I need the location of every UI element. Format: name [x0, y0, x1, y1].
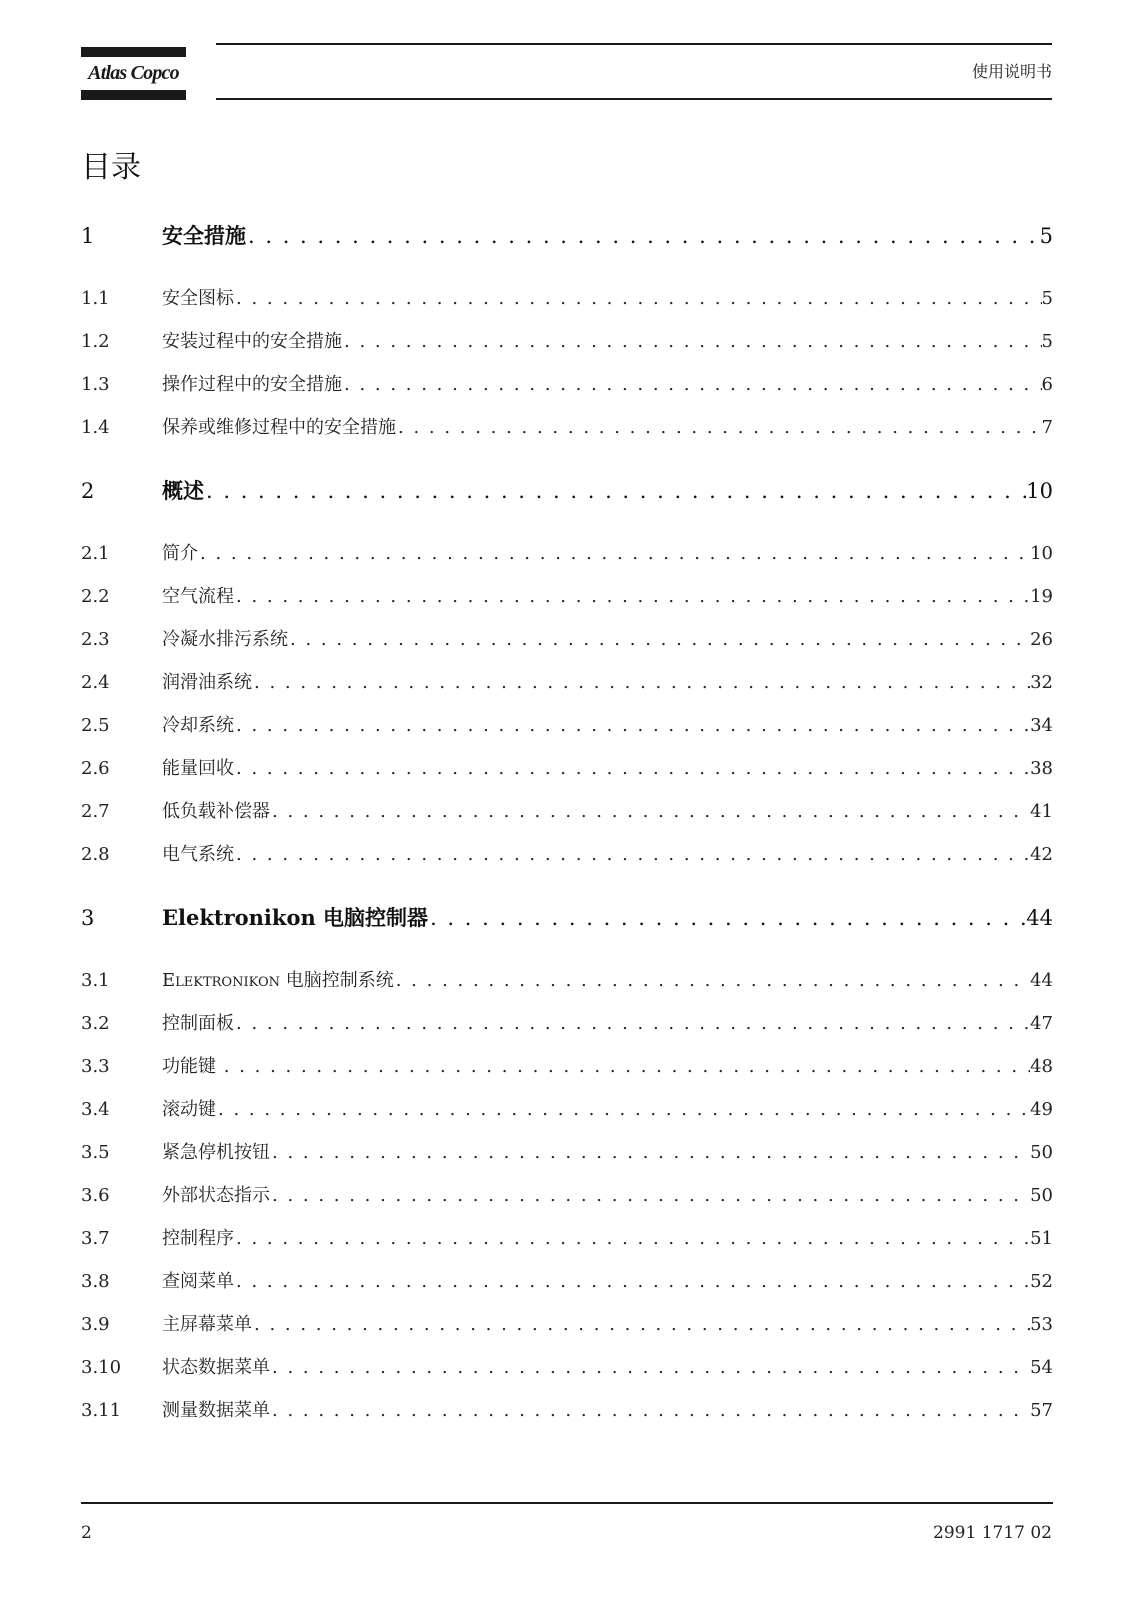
- toc-number: 3.4: [81, 1099, 110, 1120]
- toc-item-3-8[interactable]: [81, 1267, 1053, 1297]
- toc-leader: [234, 840, 1030, 870]
- footer-rule: [81, 1502, 1053, 1504]
- toc-item-3-5[interactable]: [81, 1138, 1053, 1168]
- toc-page: 38: [1030, 758, 1053, 779]
- toc-number: 2.8: [81, 844, 110, 865]
- toc-number: 3.5: [81, 1142, 110, 1163]
- toc-number: 3.1: [81, 970, 110, 991]
- toc-item-3-9[interactable]: [81, 1310, 1053, 1340]
- toc-leader: [234, 1009, 1030, 1039]
- toc-item-2-3[interactable]: [81, 625, 1053, 655]
- toc-leader: [394, 966, 1030, 996]
- toc-number: 3.10: [81, 1357, 122, 1378]
- toc-page: 5: [1041, 331, 1053, 352]
- toc-number: 2.5: [81, 715, 110, 736]
- toc-page: 19: [1030, 586, 1053, 607]
- toc-number: 1.4: [81, 417, 110, 438]
- toc-page: 34: [1030, 715, 1053, 736]
- toc-leader: [234, 1224, 1030, 1254]
- toc-number: 1.2: [81, 331, 110, 352]
- toc-number: 3.2: [81, 1013, 110, 1034]
- toc-number: 1.1: [81, 288, 110, 309]
- toc-label: 紧急停机按钮: [162, 1142, 270, 1163]
- toc-number: 2.6: [81, 758, 110, 779]
- toc-number: 3.7: [81, 1228, 110, 1249]
- toc-item-1-2[interactable]: [81, 327, 1053, 357]
- toc-leader: [198, 539, 1030, 569]
- toc-label: 空气流程: [162, 586, 234, 607]
- toc-label: 安装过程中的安全措施: [162, 331, 342, 352]
- toc-item-3-1[interactable]: [81, 966, 1053, 996]
- toc-leader: [234, 582, 1030, 612]
- toc-leader: [342, 327, 1042, 357]
- toc-leader: [270, 797, 1030, 827]
- toc-leader: [270, 1353, 1030, 1383]
- toc-label: 概述: [162, 478, 204, 503]
- toc-page: 48: [1030, 1056, 1053, 1077]
- toc-label: 外部状态指示: [162, 1185, 270, 1206]
- toc-page: 44: [1030, 970, 1053, 991]
- toc-label: 控制面板: [162, 1013, 234, 1034]
- footer-document-number: 2991 1717 02: [933, 1523, 1052, 1543]
- toc-leader: [342, 370, 1042, 400]
- toc-label: [162, 966, 394, 996]
- document-type: 使用说明书: [971, 62, 1052, 81]
- atlas-copco-logo: [81, 47, 186, 100]
- toc-item-2-6[interactable]: [81, 754, 1053, 784]
- toc-item-3-11[interactable]: [81, 1396, 1053, 1426]
- toc-page: 41: [1030, 801, 1053, 822]
- toc-chapter-3[interactable]: [81, 903, 1053, 933]
- toc-label: 操作过程中的安全措施: [162, 374, 342, 395]
- toc-number: 3.11: [81, 1400, 122, 1421]
- toc-page: 54: [1030, 1357, 1053, 1378]
- toc-item-3-3[interactable]: [81, 1052, 1053, 1082]
- toc-label: 主屏幕菜单: [162, 1314, 252, 1335]
- toc-leader: [234, 754, 1030, 784]
- toc-label: Elektronikon 电脑控制器: [162, 905, 429, 930]
- toc-leader: [252, 668, 1030, 698]
- toc-item-3-6[interactable]: [81, 1181, 1053, 1211]
- toc-number: 2: [81, 479, 95, 503]
- toc-leader: [234, 1267, 1030, 1297]
- toc-label: 冷却系统: [162, 715, 234, 736]
- toc-label-rest: 电脑控制系统: [280, 970, 394, 991]
- toc-number: 1.3: [81, 374, 110, 395]
- toc-item-3-10[interactable]: [81, 1353, 1053, 1383]
- header-rule-bottom: [216, 98, 1052, 100]
- logo-bar-bottom: [81, 90, 186, 100]
- toc-number: 2.4: [81, 672, 110, 693]
- toc-number: 3.6: [81, 1185, 110, 1206]
- toc-page: 42: [1030, 844, 1053, 865]
- toc-label: 低负载补偿器: [162, 801, 270, 822]
- toc-leader: [252, 1310, 1030, 1340]
- toc-item-1-3[interactable]: [81, 370, 1053, 400]
- toc-number: 1: [81, 224, 95, 248]
- toc-page: 6: [1041, 374, 1053, 395]
- toc-page: 50: [1030, 1142, 1053, 1163]
- toc-item-3-7[interactable]: [81, 1224, 1053, 1254]
- toc-page: 7: [1041, 417, 1053, 438]
- toc-label: 安全措施: [162, 223, 246, 248]
- toc-label: 保养或维修过程中的安全措施: [162, 417, 396, 438]
- toc-page: 26: [1030, 629, 1053, 650]
- toc-number: 3.3: [81, 1056, 110, 1077]
- toc-page: 10: [1026, 479, 1053, 503]
- toc-page: 47: [1030, 1013, 1053, 1034]
- toc-label: 测量数据菜单: [162, 1400, 270, 1421]
- toc-page: 51: [1030, 1228, 1053, 1249]
- logo-bar-top: [81, 47, 186, 57]
- toc-leader: [234, 711, 1030, 741]
- toc-label: 滚动键: [162, 1099, 216, 1120]
- toc-page: 10: [1030, 543, 1053, 564]
- toc-leader: [270, 1181, 1030, 1211]
- toc-label-brand: Elektronikon: [162, 970, 280, 991]
- toc-leader: [288, 625, 1030, 655]
- toc-item-2-1[interactable]: [81, 539, 1053, 569]
- toc-label: 安全图标: [162, 288, 234, 309]
- toc-chapter-2[interactable]: [81, 476, 1053, 506]
- toc-label: 功能键: [162, 1056, 222, 1077]
- toc-leader: [270, 1138, 1030, 1168]
- toc-number: 2.1: [81, 543, 110, 564]
- toc-leader: [270, 1396, 1030, 1426]
- toc-number: 3.9: [81, 1314, 110, 1335]
- toc-label: 状态数据菜单: [162, 1357, 270, 1378]
- toc-label: 控制程序: [162, 1228, 234, 1249]
- toc-label: 电气系统: [162, 844, 234, 865]
- footer-page-number: 2: [81, 1523, 92, 1543]
- toc-number: 2.7: [81, 801, 110, 822]
- toc-label: 简介: [162, 543, 198, 564]
- toc-label: 能量回收: [162, 758, 234, 779]
- toc-item-2-4[interactable]: [81, 668, 1053, 698]
- toc-number: 2.3: [81, 629, 110, 650]
- toc-page: 5: [1039, 224, 1053, 248]
- page-title: 目录: [81, 150, 141, 185]
- toc-page: 49: [1030, 1099, 1053, 1120]
- toc-page: 5: [1041, 288, 1053, 309]
- logo-wordmark: Atlas Copco: [88, 62, 179, 84]
- header-rule-top: [216, 43, 1052, 45]
- toc-number: 2.2: [81, 586, 110, 607]
- toc-item-2-5[interactable]: [81, 711, 1053, 741]
- toc-number: 3: [81, 906, 95, 930]
- toc-leader: [216, 1095, 1030, 1125]
- toc-item-1-1[interactable]: [81, 284, 1053, 314]
- toc-item-3-4[interactable]: [81, 1095, 1053, 1125]
- toc-leader: [396, 413, 1042, 443]
- toc-chapter-1[interactable]: [81, 221, 1053, 251]
- toc-leader: [428, 903, 1026, 933]
- toc-label: 润滑油系统: [162, 672, 252, 693]
- toc-item-3-2[interactable]: [81, 1009, 1053, 1039]
- toc-page: 57: [1030, 1400, 1053, 1421]
- toc-page: 44: [1026, 906, 1053, 930]
- toc-item-2-2[interactable]: [81, 582, 1053, 612]
- toc-number: 3.8: [81, 1271, 110, 1292]
- toc-leader: [204, 476, 1026, 506]
- toc-leader: [246, 221, 1040, 251]
- toc-item-1-4[interactable]: [81, 413, 1053, 443]
- toc-page: 32: [1030, 672, 1053, 693]
- toc-page: 53: [1030, 1314, 1053, 1335]
- toc-item-2-8[interactable]: [81, 840, 1053, 870]
- toc-label: 查阅菜单: [162, 1271, 234, 1292]
- toc-page: 52: [1030, 1271, 1053, 1292]
- toc-leader: [234, 284, 1042, 314]
- toc-label: 冷凝水排污系统: [162, 629, 288, 650]
- toc-item-2-7[interactable]: [81, 797, 1053, 827]
- toc-leader: [222, 1052, 1030, 1082]
- toc-page: 50: [1030, 1185, 1053, 1206]
